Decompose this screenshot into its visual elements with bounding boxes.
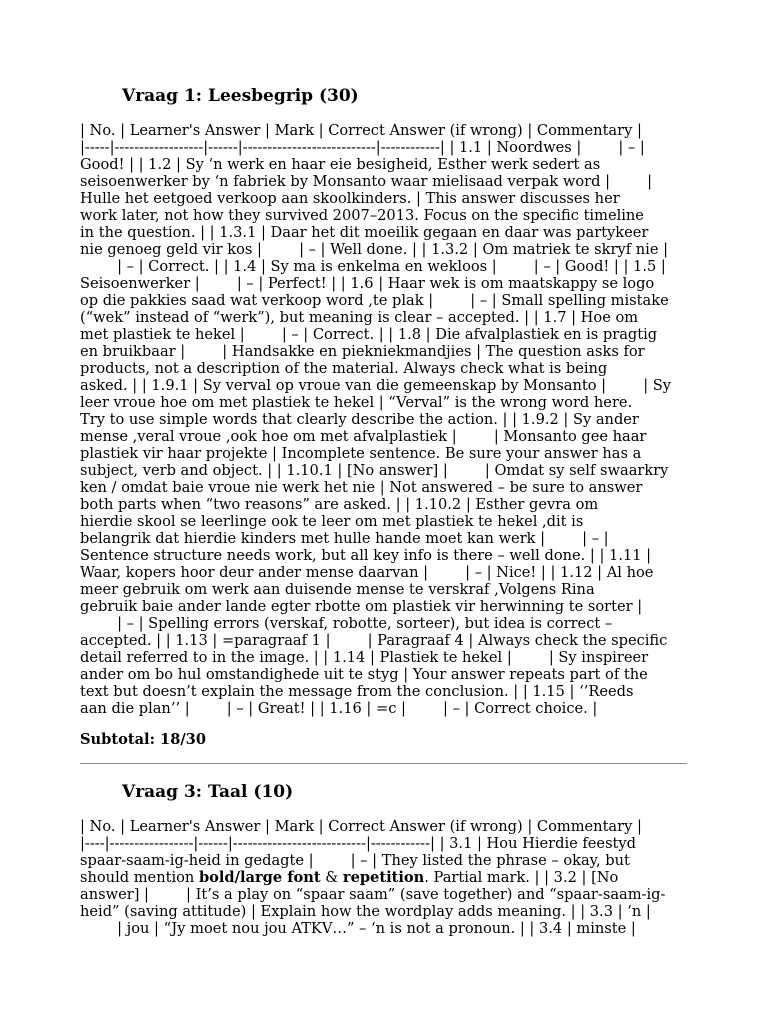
section-heading-vraag-3: Vraag 3: Taal (10) (122, 782, 294, 802)
section-3-table-text: | No. | Learner's Answer | Mark | Correct Answer (if wrong) | Commentary | |----|-----------------|------|---------------------------|------------| | 3.1 | Hou Hierdie feestyd spaar-saam-ig-heid in gedagte | | – | They listed the phrase – okay, but should mention bold/large font & repetition. Partial mark. | | 3.2 | [No answer] | | It’s a play on “spaar saam” (save together) and “spaar-saam-ig- heid” (saving attitude) | Explain how the wordplay adds meaning. | | 3.3 | ‘n | | jou | “Jy moet nou jou ATKV…” – ‘n is not a pronoun. | | 3.4 | minste | (80, 818, 666, 937)
horizontal-divider (80, 763, 687, 764)
section-1-table-text: | No. | Learner's Answer | Mark | Correct Answer (if wrong) | Commentary | |-----|------------------|------|---------------------------|------------| | 1.1 | Noordwes | | – | Good! | | 1.2 | Sy ‘n werk en haar eie besigheid, Esther werk sedert as seisoenwerker by ‘n fabriek by Monsanto waar mielisaad verpak word | | Hulle het eetgoed verkoop aan skoolkinders. | This answer discusses her work later, not how they survived 2007–2013. Focus on the specific timeline in the question. | | 1.3.1 | Daar het dit moeilik gegaan en daar was partykeer nie genoeg geld vir kos | | – | Well done. | | 1.3.2 | Om matriek te skryf nie | | – | Correct. | | 1.4 | Sy ma is enkelma en wekloos | | – | Good! | | 1.5 | Seisoenwerker | | – | Perfect! | | 1.6 | Haar wek is om maatskappy se logo op die pakkies saad wat verkoop word ,te plak | | – | Small spelling mistake (“wek” instead of “werk”), but meaning is clear – accepted. | | 1.7 | Hoe om met plastiek te hekel | | – | Correct. | | 1.8 | Die afvalplastiek en is pragtig en bruikbaar | | Handsakke en piekniekmandjies | The question asks for products, not a description of the material. Always check what is being asked. | | 1.9.1 | Sy verval op vroue van die gemeenskap by Monsanto | | Sy leer vroue hoe om met plastiek te hekel | “Verval” is the wrong word here. Try to use simple words that clearly describe the action. | | 1.9.2 | Sy ander mense ,veral vroue ,ook hoe om met afvalplastiek | | Monsanto gee haar plastiek vir haar projekte | Incomplete sentence. Be sure your answer has a subject, verb and object. | | 1.10.1 | [No answer] | | Omdat sy self swaarkry ken / omdat baie vroue nie werk het nie | Not answered – be sure to answer both parts when “two reasons” are asked. | | 1.10.2 | Esther gevra om hierdie skool se leerlinge ook te leer om met plastiek te hekel ,dit is belangrik dat hierdie kinders met hulle hande moet kan werk | | – | Sentence structure needs work, but all key info is there – well done. | | 1.11 | Waar, kopers hoor deur ander mense daarvan | | – | Nice! | | 1.12 | Al hoe meer gebruik om werk aan duisende mense te verskraf ,Volgens Rina gebruik baie ander lande egter rbotte om plastiek vir herwinning te sorter | | – | Spelling errors (verskaf, robotte, sorteer), but idea is correct – accepted. | | 1.13 | =paragraaf 1 | | Paragraaf 4 | Always check the specific detail referred to in the image. | | 1.14 | Plastiek te hekel | | Sy inspireer ander om bo hul omstandighede uit te styg | Your answer repeats part of the text but doesn’t explain the message from the conclusion. | | 1.15 | ‘’Reeds aan die plan’’ | | – | Great! | | 1.16 | =c | | – | Correct choice. | (80, 122, 671, 717)
subtotal: Subtotal: 18/30 (80, 731, 206, 748)
section-heading-vraag-1: Vraag 1: Leesbegrip (30) (122, 86, 359, 106)
bold-text: bold/large font (198, 869, 321, 886)
bold-text: repetition (342, 869, 425, 886)
